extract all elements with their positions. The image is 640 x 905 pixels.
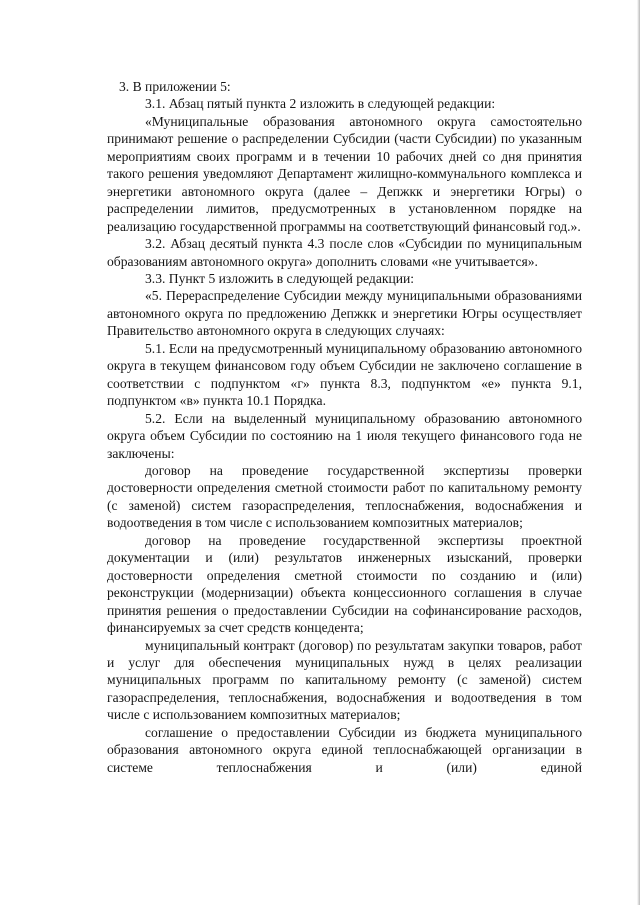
document-body — [107, 78, 582, 776]
paragraph-3-1: 3.1. Абзац пятый пункта 2 изложить в следующей редакции: — [145, 96, 496, 112]
paragraph-3-2: 3.2. Абзац десятый пункта 4.3 после слов «Субсидии по муниципальным образованиям автономного округа» дополнить словами «не учитывается». — [107, 236, 582, 269]
paragraph-contract-expertise: договор на проведение государственной экспертизы проверки достоверности определения сметной стоимости работ по капитальному ремонту (с заменой) систем газораспределения, теплоснабжения, водоснабжения и водоотведения в том числе с использованием композитных материалов; — [107, 462, 582, 531]
paragraph-contract-project: договор на проведение государственной экспертизы проектной документации и (или) результатов инженерных изысканий, проверки достоверности определения сметной стоимости по созданию и (или) реконструкции (модернизации) объекта концессионного соглашения в случае принятия решения о предоставлении Субсидии на софинансирование расходов, финансируемых за счет средств концедента; — [107, 532, 582, 636]
paragraph-5-1: 5.1. Если на предусмотренный муниципальному образованию автономного округа в текущем финансовом году объем Субсидии не заключено соглашение в соответствии с подпунктом «г» пункта 8.3, подпунктом «е» пункта 9.1, подпунктом «в» пункта 10.1 Порядка. — [107, 340, 582, 409]
paragraph-3-3: 3.3. Пункт 5 изложить в следующей редакции: — [145, 270, 415, 286]
paragraph-5: «5. Перераспределение Субсидии между муниципальными образованиями автономного округа по предложению Депжкк и энергетики Югры осуществляет Правительство автономного округа в следующих случаях: — [107, 288, 582, 339]
paragraph-quote-municipal: «Муниципальные образования автономного округа самостоятельно принимают решение о распределении Субсидии (части Субсидии) по указанным мероприятиям своих программ и в течении 10 рабочих дней со дня принятия такого решения уведомляют Департамент жилищно-коммунального комплекса и энергетики автономного округа (далее – Депжкк и энергетики Югры) о распределении лимитов, предусмотренных в установленном порядке на реализацию государственной программы на соответствующий финансовый год.». — [107, 113, 582, 234]
paragraph-agreement: соглашение о предоставлении Субсидии из бюджета муниципального образования автономного округа единой теплоснабжающей организации в системе теплоснабжения и (или) единой — [107, 724, 582, 775]
paragraph-municipal-contract: муниципальный контракт (договор) по результатам закупки товаров, работ и услуг для обеспечения муниципальных нужд в целях реализации муниципальных программ по капитальному ремонту (с заменой) систем газораспределения, теплоснабжения, водоснабжения и водоотведения в том числе с использованием композитных материалов; — [107, 637, 582, 723]
paragraph-5-2: 5.2. Если на выделенный муниципальному образованию автономного округа объем Субсидии по состоянию на 1 июля текущего финансового года не заключены: — [107, 410, 582, 461]
paragraph-heading-3: 3. В приложении 5: — [119, 79, 231, 94]
